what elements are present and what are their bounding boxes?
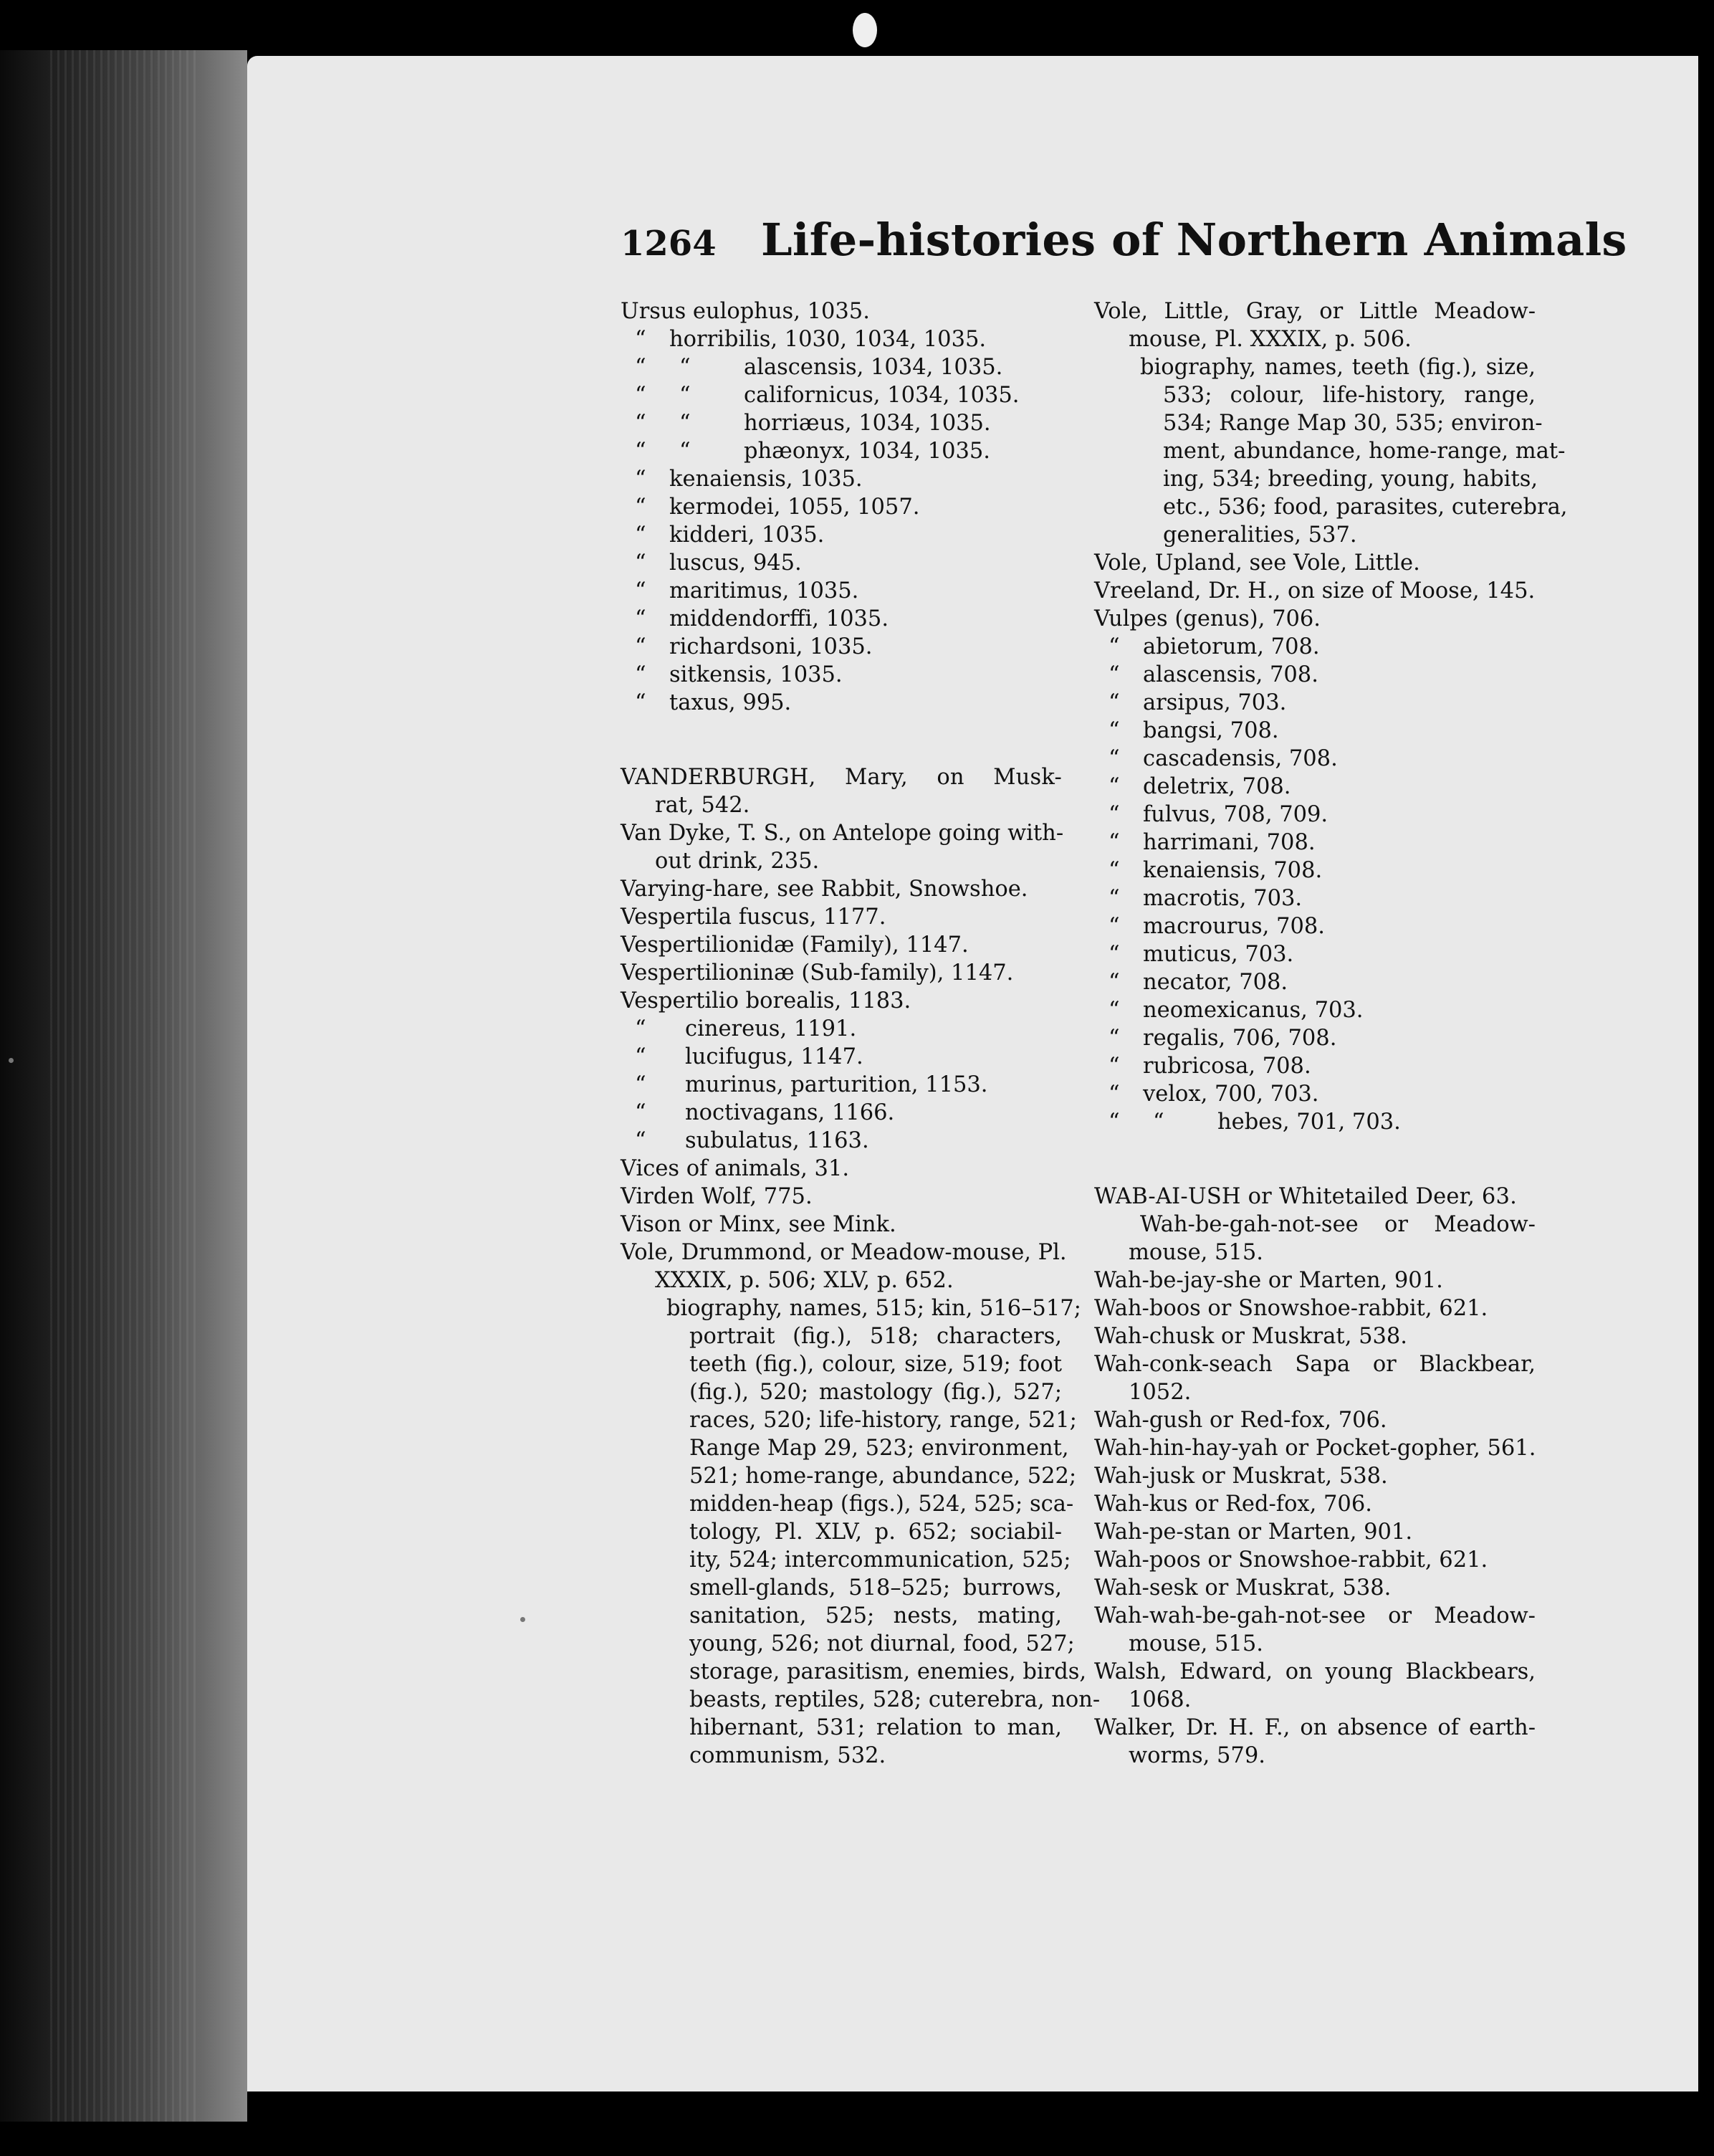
book-spine [0,50,247,2122]
entry-text: hebes, 701, 703. [1217,1110,1401,1135]
index-entry [621,689,1062,717]
ditto-mark: “ [679,411,691,436]
index-entry [1094,1322,1536,1350]
index-entry [1094,493,1568,521]
entry-text: young, 526; not diurnal, food, 527; [689,1631,1075,1656]
entry-text: etc., 536; food, parasites, cuterebra, [1163,495,1568,520]
index-entry [621,1211,1062,1239]
index-entry [621,1574,1062,1602]
entry-text: generalities, 537. [1163,523,1357,548]
ditto-mark: “ [1109,830,1120,855]
ditto-mark: “ [1109,970,1120,995]
index-entry [621,633,1062,661]
entry-text: macrotis, 703. [1143,886,1303,911]
index-entry [621,577,1062,605]
entry-text: Walsh, Edward, on young Blackbears, [1094,1659,1536,1684]
ditto-mark: “ [1109,886,1120,911]
index-entry [621,1406,1077,1434]
entry-text: Varying-hare, see Rabbit, Snowshoe. [621,877,1028,902]
index-entry [1094,717,1536,745]
entry-text: Vole, Drummond, or Meadow-mouse, Pl. [621,1240,1067,1265]
index-entry [621,847,1062,875]
index-entry [1094,1686,1536,1714]
entry-text: Vulpes (genus), 706. [1094,606,1321,631]
entry-text: kenaiensis, 708. [1143,858,1323,883]
index-entry [621,791,1062,819]
ditto-mark: “ [635,411,646,436]
index-column-right [1094,297,1568,1770]
index-entry [621,903,1062,931]
page-number: 1264 [621,224,717,264]
entry-text: ment, abundance, home-range, mat- [1163,439,1566,464]
index-entry [1094,884,1536,912]
entry-text: Wah-boos or Snowshoe-rabbit, 621. [1094,1296,1488,1321]
index-entry [1094,1714,1536,1742]
index-entry [621,1043,1062,1071]
entry-text: beasts, reptiles, 528; cuterebra, non- [689,1687,1101,1712]
entry-text: macrourus, 708. [1143,914,1325,939]
entry-text: Vespertilio borealis, 1183. [621,988,911,1013]
index-entry [621,1239,1067,1267]
index-entry [621,1546,1071,1574]
entry-text: Vices of animals, 31. [621,1156,850,1181]
ditto-mark: “ [635,439,646,464]
ditto-mark: “ [1109,998,1120,1023]
index-entry [621,1462,1077,1490]
entry-text: taxus, 995. [669,690,792,715]
entry-text: Wah-jusk or Muskrat, 538. [1094,1464,1388,1489]
entry-text: Vreeland, Dr. H., on size of Moose, 145. [1094,578,1536,604]
index-entry [1094,409,1543,437]
entry-text: middendorffi, 1035. [669,606,889,631]
index-entry [621,1490,1074,1518]
index-entry [1094,1080,1536,1108]
entry-text: harrimani, 708. [1143,830,1316,855]
entry-text: Wah-wah-be-gah-not-see or Meadow- [1094,1603,1536,1628]
index-entry [1094,1052,1536,1080]
index-entry [621,409,1062,437]
index-entry [1094,1742,1536,1770]
index-entry [621,1602,1062,1630]
index-entry [621,1015,1062,1043]
section-gap [621,717,1062,763]
index-entry [621,1155,1062,1183]
index-entry [1094,1108,1536,1136]
entry-text: lucifugus, 1147. [685,1044,863,1069]
ditto-mark: “ [1109,634,1120,659]
entry-text: 533; colour, life-history, range, [1163,383,1536,408]
section-gap [1094,1136,1536,1183]
index-entry [621,325,1062,353]
entry-text: californicus, 1034, 1035. [744,383,1020,408]
index-entry [621,819,1062,847]
ditto-mark: “ [1109,718,1120,743]
ditto-mark: “ [635,1072,646,1097]
entry-text: teeth (fig.), colour, size, 519; foot [689,1352,1062,1377]
index-entry [621,1183,1062,1211]
index-entry [1094,689,1536,717]
ditto-mark: “ [679,383,691,408]
index-entry [621,605,1062,633]
running-title: Life-histories of Northern Animals [761,214,1627,266]
index-entry [1094,940,1536,968]
entry-text: noctivagans, 1166. [685,1100,895,1125]
index-entry [1094,968,1536,996]
entry-text: murinus, parturition, 1153. [685,1072,988,1097]
index-entry [1094,996,1536,1024]
index-entry [1094,661,1536,689]
entry-text: Wah-conk-seach Sapa or Blackbear, [1094,1352,1536,1377]
ditto-mark: “ [635,1044,646,1069]
entry-text: Wah-sesk or Muskrat, 538. [1094,1575,1392,1601]
ditto-mark: “ [1109,858,1120,883]
ditto-mark: “ [635,327,646,352]
entry-text: bangsi, 708. [1143,718,1279,743]
entry-text: rat, 542. [655,793,750,818]
entry-text: ing, 534; breeding, young, habits, [1163,467,1538,492]
ditto-mark: “ [635,662,646,687]
entry-text: mouse, Pl. XXXIX, p. 506. [1129,327,1412,352]
index-entry [1094,465,1536,493]
entry-text: Vole, Upland, see Vole, Little. [1094,550,1420,576]
entry-text: Wah-be-jay-she or Marten, 901. [1094,1268,1443,1293]
entry-text: richardsoni, 1035. [669,634,873,659]
ditto-mark: “ [1153,1110,1164,1135]
index-entry [1094,1574,1536,1602]
ditto-mark: “ [1109,746,1120,771]
entry-text: ity, 524; intercommunication, 525; [689,1547,1071,1573]
index-entry [1094,1378,1536,1406]
entry-text: rubricosa, 708. [1143,1054,1311,1079]
index-entry [1094,745,1536,773]
index-entry [1094,1546,1536,1574]
ditto-mark: “ [635,495,646,520]
index-entry [1094,829,1536,857]
entry-text: Wah-poos or Snowshoe-rabbit, 621. [1094,1547,1488,1573]
entry-text: horriæus, 1034, 1035. [744,411,991,436]
entry-text: sanitation, 525; nests, mating, [689,1603,1062,1628]
entry-text: Wah-be-gah-not-see or Meadow- [1140,1212,1536,1237]
ditto-mark: “ [635,383,646,408]
entry-text: mouse, 515. [1129,1240,1263,1265]
index-entry [1094,1294,1536,1322]
index-entry [1094,1462,1536,1490]
ditto-mark: “ [635,634,646,659]
index-entry [1094,1658,1536,1686]
index-entry [1094,1518,1536,1546]
entry-text: hibernant, 531; relation to man, [689,1715,1062,1740]
index-entry [621,875,1062,903]
index-entry [1094,353,1536,381]
ditto-mark: “ [1109,1110,1120,1135]
index-entry [1094,1602,1536,1630]
index-entry [1094,1239,1536,1267]
index-entry [1094,1490,1536,1518]
ditto-mark: “ [635,550,646,576]
entry-text: out drink, 235. [655,849,820,874]
index-entry [1094,912,1536,940]
index-entry [621,1071,1062,1099]
ditto-mark: “ [635,523,646,548]
index-entry [621,493,1062,521]
ditto-mark: “ [1109,662,1120,687]
index-entry [621,931,1062,959]
index-entry [1094,1350,1536,1378]
index-entry [621,1742,1062,1770]
index-entry [621,521,1062,549]
ditto-mark: “ [635,1100,646,1125]
entry-text: neomexicanus, 703. [1143,998,1364,1023]
entry-text: communism, 532. [689,1743,886,1768]
entry-text: phæonyx, 1034, 1035. [744,439,990,464]
speck [9,1058,14,1063]
entry-text: sitkensis, 1035. [669,662,843,687]
ditto-mark: “ [635,690,646,715]
binding-mark [853,13,877,47]
ditto-mark: “ [1109,690,1120,715]
entry-text: XXXIX, p. 506; XLV, p. 652. [655,1268,954,1293]
index-entry [621,353,1062,381]
entry-text: WAB-AI-USH or Whitetailed Deer, 63. [1094,1184,1517,1209]
entry-text: regalis, 706, 708. [1143,1026,1337,1051]
entry-text: tology, Pl. XLV, p. 652; sociabil- [689,1520,1062,1545]
index-entry [1094,1406,1536,1434]
entry-text: midden-heap (figs.), 524, 525; sca- [689,1492,1074,1517]
index-column-left [621,297,1101,1770]
index-entry [621,1322,1062,1350]
entry-text: 521; home-range, abundance, 522; [689,1464,1077,1489]
index-entry [1094,1211,1536,1239]
index-entry [621,1350,1062,1378]
entry-text: subulatus, 1163. [685,1128,869,1153]
index-entry [1094,381,1536,409]
index-entry [621,549,1062,577]
entry-text: (fig.), 520; mastology (fig.), 527; [689,1380,1062,1405]
entry-text: VANDERBURGH, Mary, on Musk- [621,765,1062,790]
index-entry [621,1630,1075,1658]
ditto-mark: “ [679,439,691,464]
ditto-mark: “ [635,578,646,604]
index-entry [621,1686,1101,1714]
ditto-mark: “ [635,606,646,631]
index-entry [621,465,1062,493]
ditto-mark: “ [1109,942,1120,967]
index-entry [1094,549,1536,577]
ditto-mark: “ [1109,1054,1120,1079]
entry-text: Range Map 29, 523; environment, [689,1436,1069,1461]
ditto-mark: “ [1109,914,1120,939]
entry-text: cascadensis, 708. [1143,746,1338,771]
index-entry [1094,1183,1536,1211]
entry-text: necator, 708. [1143,970,1288,995]
entry-text: Vespertilioninæ (Sub-family), 1147. [621,960,1014,986]
entry-text: alascensis, 1034, 1035. [744,355,1003,380]
index-entry [1094,437,1566,465]
index-entry [621,1267,1062,1294]
index-entry [621,1518,1062,1546]
entry-text: Wah-chusk or Muskrat, 538. [1094,1324,1407,1349]
entry-text: Vison or Minx, see Mink. [621,1212,896,1237]
entry-text: horribilis, 1030, 1034, 1035. [669,327,987,352]
entry-text: abietorum, 708. [1143,634,1320,659]
ditto-mark: “ [679,355,691,380]
entry-text: biography, names, teeth (fig.), size, [1140,355,1536,380]
entry-text: Virden Wolf, 775. [621,1184,813,1209]
entry-text: maritimus, 1035. [669,578,859,604]
ditto-mark: “ [1109,802,1120,827]
index-entry [621,1378,1062,1406]
ditto-mark: “ [635,467,646,492]
speck [520,1617,525,1622]
index-entry [621,763,1062,791]
entry-text: 534; Range Map 30, 535; environ- [1163,411,1543,436]
ditto-mark: “ [1109,774,1120,799]
index-entry [621,1294,1081,1322]
entry-text: Van Dyke, T. S., on Antelope going with- [621,821,1064,846]
index-entry [621,987,1062,1015]
index-entry [1094,773,1536,801]
index-entry [1094,605,1536,633]
index-entry [621,297,1062,325]
index-entry [1094,521,1536,549]
index-entry [621,1099,1062,1127]
index-entry [1094,577,1536,605]
entry-text: Wah-hin-hay-yah or Pocket-gopher, 561. [1094,1436,1536,1461]
entry-text: cinereus, 1191. [685,1016,857,1041]
entry-text: deletrix, 708. [1143,774,1291,799]
entry-text: kermodei, 1055, 1057. [669,495,920,520]
index-entry [621,1434,1069,1462]
ditto-mark: “ [1109,1026,1120,1051]
index-entry [621,437,1062,465]
entry-text: Wah-gush or Red-fox, 706. [1094,1408,1387,1433]
index-entry [1094,633,1536,661]
index-entry [621,1714,1062,1742]
index-entry [621,1658,1087,1686]
index-entry [1094,325,1536,353]
entry-text: Vespertilionidæ (Family), 1147. [621,932,969,958]
entry-text: Vespertila fuscus, 1177. [621,905,886,930]
index-entry [1094,297,1536,325]
entry-text: biography, names, 515; kin, 516–517; [666,1296,1081,1321]
entry-text: Ursus eulophus, 1035. [621,299,870,324]
entry-text: 1052. [1129,1380,1192,1405]
entry-text: luscus, 945. [669,550,802,576]
entry-text: storage, parasitism, enemies, birds, [689,1659,1087,1684]
entry-text: 1068. [1129,1687,1192,1712]
entry-text: Walker, Dr. H. F., on absence of earth- [1094,1715,1536,1740]
ditto-mark: “ [635,1128,646,1153]
index-entry [1094,1434,1536,1462]
entry-text: races, 520; life-history, range, 521; [689,1408,1077,1433]
entry-text: fulvus, 708, 709. [1143,802,1328,827]
entry-text: smell-glands, 518–525; burrows, [689,1575,1062,1601]
index-entry [1094,1630,1536,1658]
entry-text: muticus, 703. [1143,942,1294,967]
index-entry [1094,1024,1536,1052]
entry-text: velox, 700, 703. [1143,1082,1319,1107]
index-entry [621,959,1062,987]
entry-text: arsipus, 703. [1143,690,1287,715]
index-entry [621,381,1062,409]
ditto-mark: “ [635,1016,646,1041]
entry-text: Vole, Little, Gray, or Little Meadow- [1094,299,1536,324]
entry-text: worms, 579. [1129,1743,1265,1768]
index-entry [621,1127,1062,1155]
entry-text: portrait (fig.), 518; characters, [689,1324,1062,1349]
index-entry [1094,857,1536,884]
ditto-mark: “ [635,355,646,380]
entry-text: Wah-pe-stan or Marten, 901. [1094,1520,1413,1545]
ditto-mark: “ [1109,1082,1120,1107]
index-entry [1094,801,1536,829]
entry-text: Wah-kus or Red-fox, 706. [1094,1492,1372,1517]
entry-text: kenaiensis, 1035. [669,467,863,492]
entry-text: kidderi, 1035. [669,523,825,548]
entry-text: mouse, 515. [1129,1631,1263,1656]
index-entry [621,661,1062,689]
entry-text: alascensis, 708. [1143,662,1318,687]
index-entry [1094,1267,1536,1294]
